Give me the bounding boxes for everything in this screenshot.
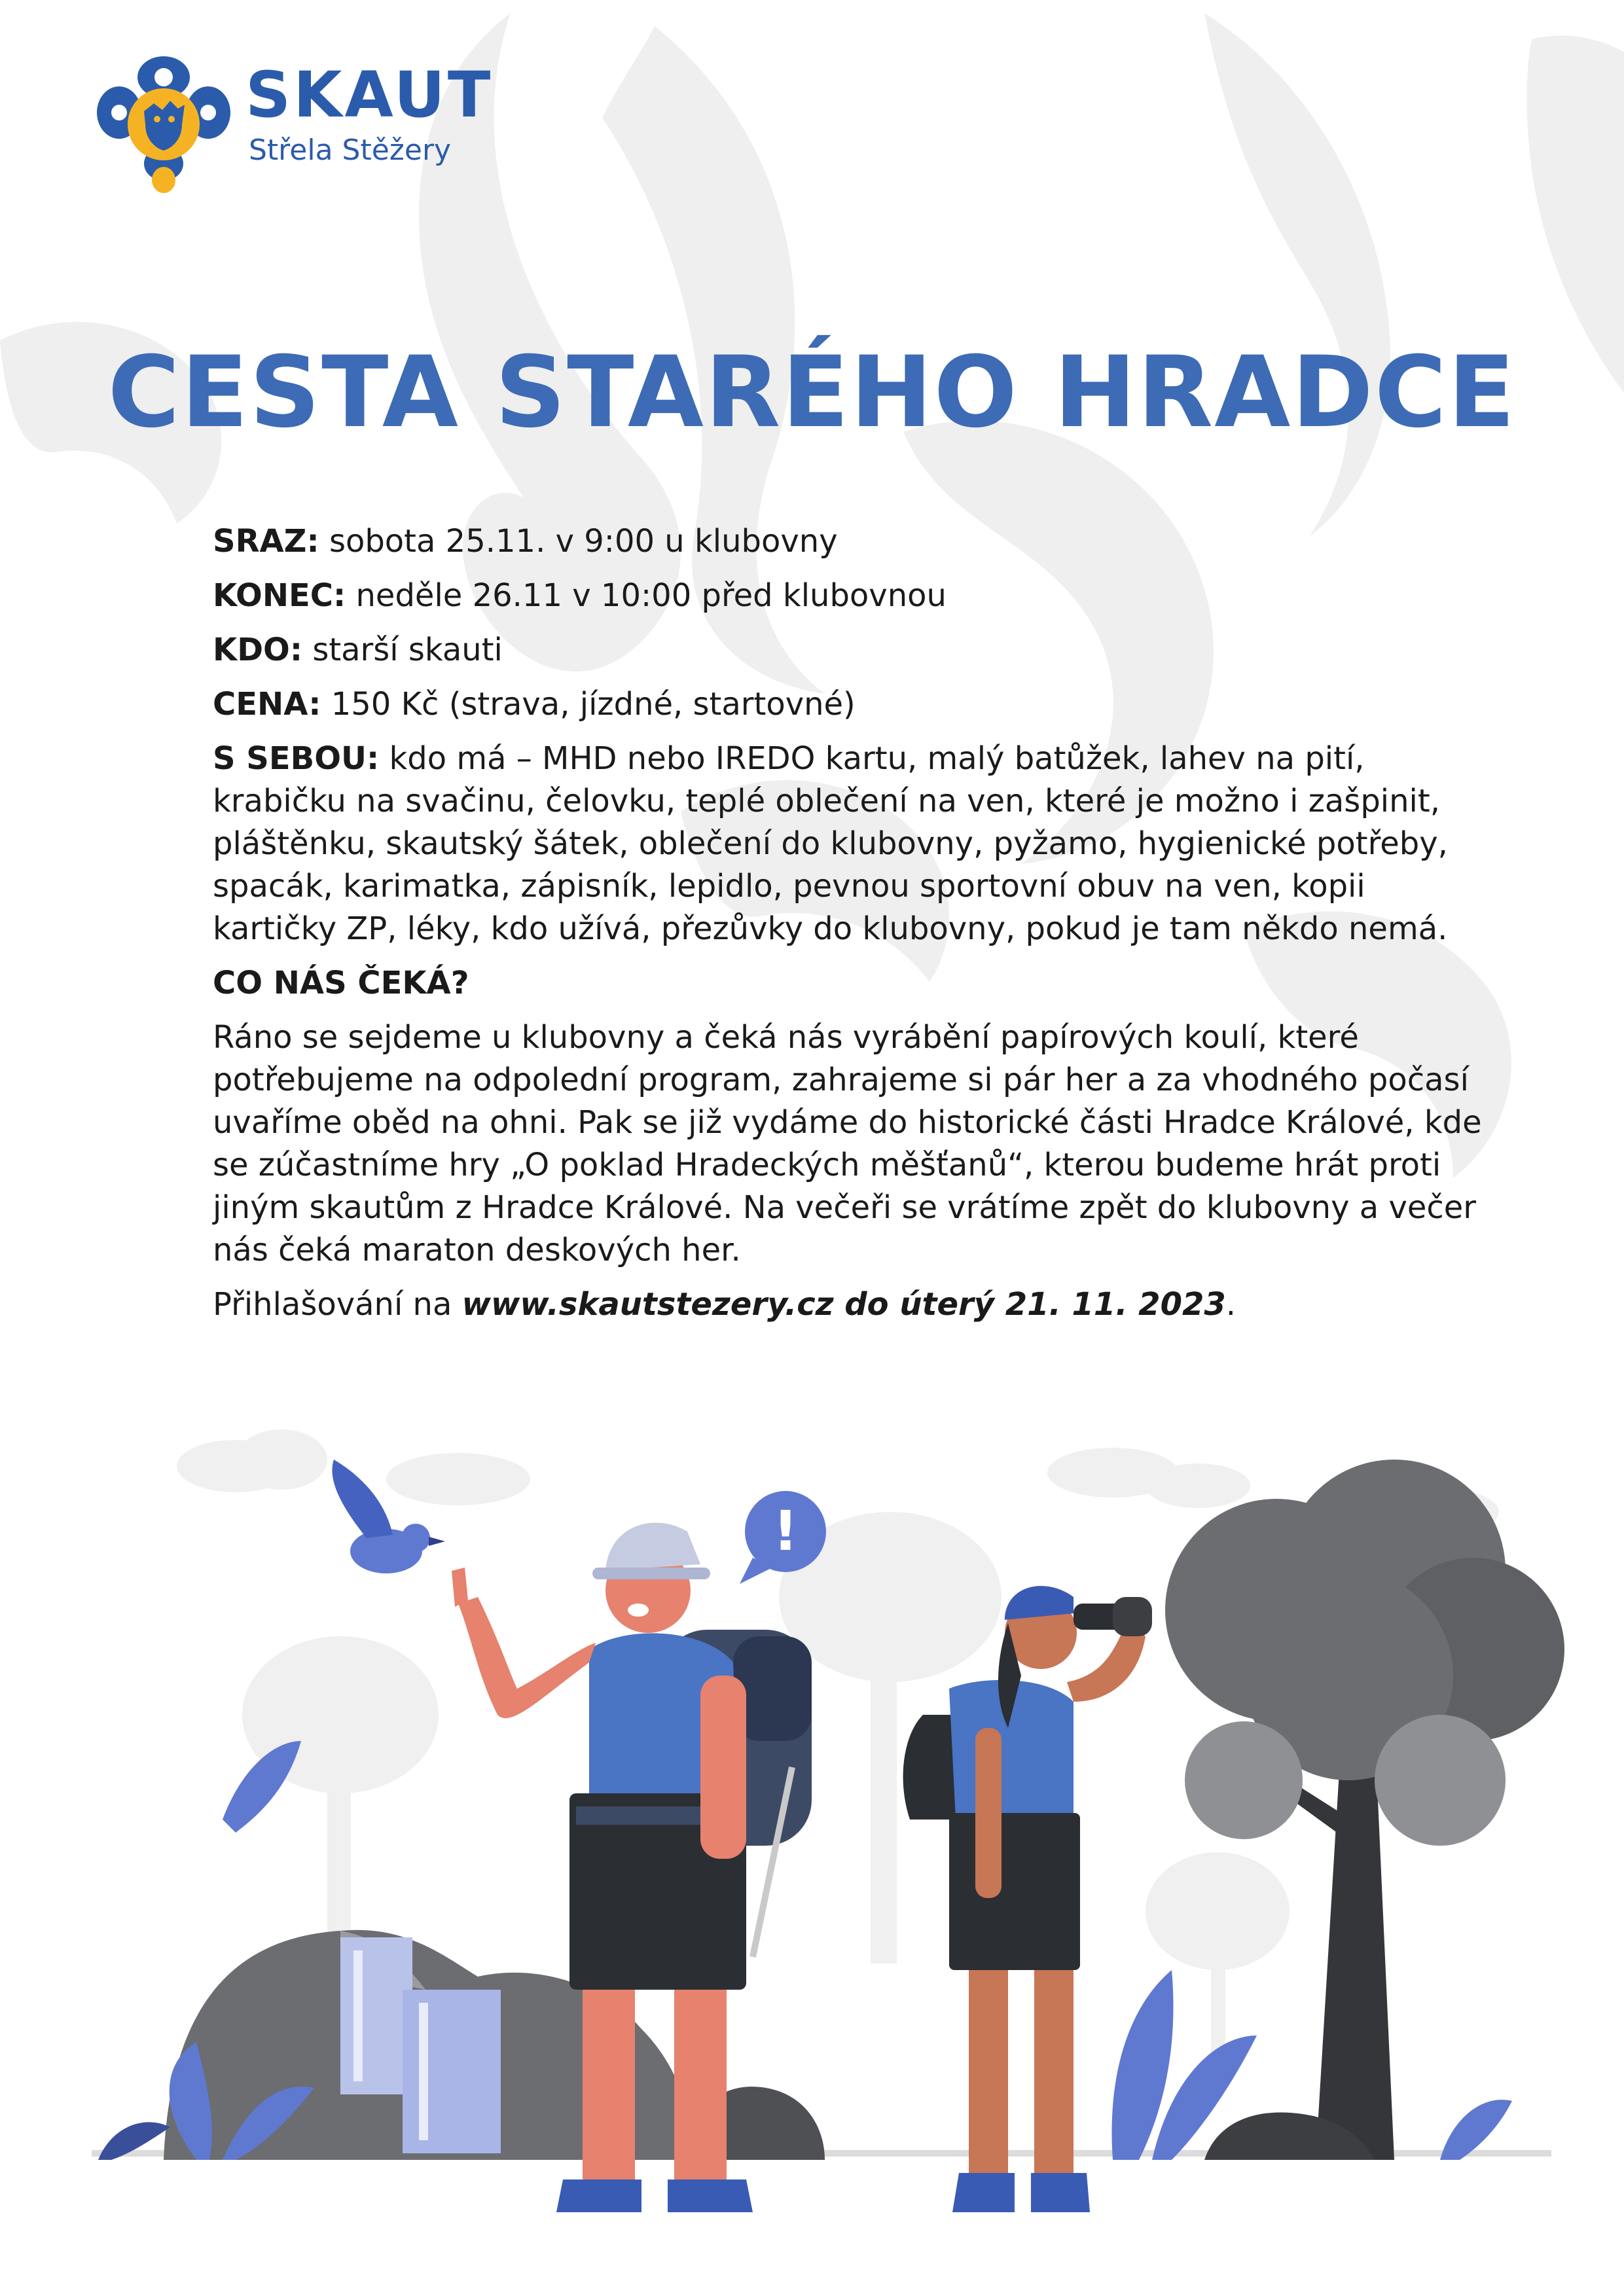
sraz-value: sobota 25.11. v 9:00 u klubovny <box>329 523 838 560</box>
event-info <box>213 520 1489 1338</box>
kdo-value: starší skauti <box>312 632 503 668</box>
binoculars-icon <box>1074 1597 1152 1636</box>
skaut-logo <box>92 52 494 196</box>
logo-name: SKAUT <box>245 58 494 132</box>
info-konec <box>213 575 1489 617</box>
program-text: Ráno se sejdeme u klubovny a čeká nás vyrábění papírových koulí, které potřebujeme na odpolední program, zahrajeme si pár her a za vhodného počasí uvaříme oběd na ohni. Pak se již vydáme do historické části Hradce Králové, kde se zúčastníme hry „O poklad Hradeckých měšťanů“, kterou budeme hrát proti jiným skautům z Hradce Králové. Na večeři se vrátíme zpět do klubovny a večer nás čeká maraton deskových her. <box>213 1019 1482 1268</box>
signup-prefix: Přihlašování na <box>213 1286 462 1323</box>
sebou-value: kdo má – MHD nebo IREDO kartu, malý batůžek, lahev na pití, krabičku na svačinu, čelovku, teplé oblečení na ven, které je možno i zašpinit, pláštěnku, skautský šátek, oblečení do klubovny, pyžamo, hygienické potřeby, spacák, karimatka, zápisník, lepidlo, pevnou sportovní obuv na ven, kopii kartičky ZP, léky, kdo užívá, přezůvky do klubovny, pokud je tam někdo nemá. <box>213 740 1448 947</box>
scout-lily-emblem-icon <box>92 52 236 196</box>
kdo-label: KDO: <box>213 632 303 668</box>
logo-subtitle: Střela Stěžery <box>249 134 452 167</box>
signup-web: www.skautstezery.cz do úterý 21. 11. 2023 <box>461 1286 1226 1323</box>
konec-label: KONEC: <box>213 577 346 614</box>
konec-value: neděle 26.11 v 10:00 před klubovnou <box>355 577 947 614</box>
hikers-illustration <box>0 1414 1624 2296</box>
signup-line <box>213 1283 1489 1326</box>
info-cena <box>213 683 1489 726</box>
cena-label: CENA: <box>213 686 321 723</box>
info-sebou <box>213 738 1489 950</box>
info-kdo <box>213 629 1489 672</box>
page-title: CESTA STARÉHO HRADCE <box>107 336 1517 450</box>
program-heading: CO NÁS ČEKÁ? <box>213 965 469 1001</box>
sraz-label: SRAZ: <box>213 523 319 560</box>
exclamation-mark: ! <box>772 1499 799 1563</box>
signup-suffix: . <box>1225 1286 1236 1323</box>
info-sraz <box>213 520 1489 563</box>
sebou-label: S SEBOU: <box>213 740 380 777</box>
cena-value: 150 Kč (strava, jízdné, startovné) <box>331 686 856 723</box>
